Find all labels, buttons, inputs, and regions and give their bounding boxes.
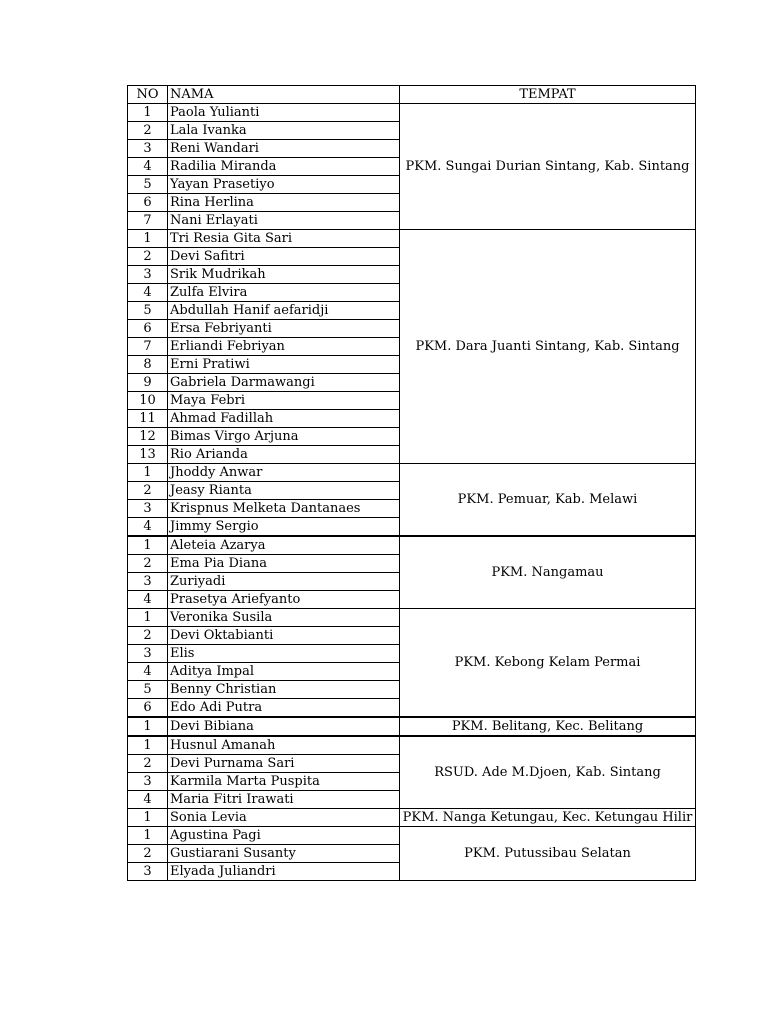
row-number: 2 bbox=[128, 482, 168, 500]
table-row bbox=[128, 809, 696, 827]
participant-name: Agustina Pagi bbox=[168, 827, 400, 845]
participant-name: Bimas Virgo Arjuna bbox=[168, 428, 400, 446]
placement-location: PKM. Dara Juanti Sintang, Kab. Sintang bbox=[400, 230, 696, 464]
table-row bbox=[128, 464, 696, 482]
table-row bbox=[128, 104, 696, 122]
row-number: 2 bbox=[128, 555, 168, 573]
row-number: 1 bbox=[128, 827, 168, 845]
header-tempat: TEMPAT bbox=[400, 86, 696, 104]
row-number: 12 bbox=[128, 428, 168, 446]
participant-name: Jhoddy Anwar bbox=[168, 464, 400, 482]
row-number: 4 bbox=[128, 591, 168, 609]
participant-name: Veronika Susila bbox=[168, 609, 400, 627]
row-number: 2 bbox=[128, 845, 168, 863]
participant-name: Sonia Levia bbox=[168, 809, 400, 827]
participant-name: Devi Bibiana bbox=[168, 717, 400, 736]
participant-name: Devi Safitri bbox=[168, 248, 400, 266]
participant-table-container bbox=[127, 85, 696, 881]
row-number: 4 bbox=[128, 158, 168, 176]
row-number: 1 bbox=[128, 104, 168, 122]
row-number: 1 bbox=[128, 609, 168, 627]
row-number: 2 bbox=[128, 755, 168, 773]
row-number: 3 bbox=[128, 863, 168, 881]
row-number: 9 bbox=[128, 374, 168, 392]
row-number: 13 bbox=[128, 446, 168, 464]
participant-name: Aleteia Azarya bbox=[168, 536, 400, 555]
participant-name: Rina Herlina bbox=[168, 194, 400, 212]
participant-name: Radilia Miranda bbox=[168, 158, 400, 176]
row-number: 7 bbox=[128, 212, 168, 230]
row-number: 5 bbox=[128, 302, 168, 320]
participant-name: Elis bbox=[168, 645, 400, 663]
row-number: 6 bbox=[128, 194, 168, 212]
participant-name: Erliandi Febriyan bbox=[168, 338, 400, 356]
row-number: 4 bbox=[128, 284, 168, 302]
row-number: 6 bbox=[128, 320, 168, 338]
participant-name: Lala Ivanka bbox=[168, 122, 400, 140]
participant-name: Edo Adi Putra bbox=[168, 699, 400, 718]
participant-name: Srik Mudrikah bbox=[168, 266, 400, 284]
participant-name: Aditya Impal bbox=[168, 663, 400, 681]
header-nama: NAMA bbox=[168, 86, 400, 104]
participant-name: Ema Pia Diana bbox=[168, 555, 400, 573]
participant-name: Maria Fitri Irawati bbox=[168, 791, 400, 809]
row-number: 1 bbox=[128, 230, 168, 248]
participant-name: Abdullah Hanif aefaridji bbox=[168, 302, 400, 320]
participant-name: Devi Purnama Sari bbox=[168, 755, 400, 773]
row-number: 1 bbox=[128, 809, 168, 827]
row-number: 4 bbox=[128, 518, 168, 537]
placement-location: PKM. Pemuar, Kab. Melawi bbox=[400, 464, 696, 537]
participant-name: Karmila Marta Puspita bbox=[168, 773, 400, 791]
participant-name: Elyada Juliandri bbox=[168, 863, 400, 881]
participant-name: Yayan Prasetiyo bbox=[168, 176, 400, 194]
row-number: 3 bbox=[128, 266, 168, 284]
participant-name: Erni Pratiwi bbox=[168, 356, 400, 374]
row-number: 1 bbox=[128, 464, 168, 482]
row-number: 3 bbox=[128, 645, 168, 663]
row-number: 3 bbox=[128, 773, 168, 791]
placement-location: RSUD. Ade M.Djoen, Kab. Sintang bbox=[400, 736, 696, 809]
row-number: 1 bbox=[128, 736, 168, 755]
placement-location: PKM. Nangamau bbox=[400, 536, 696, 609]
participant-name: Paola Yulianti bbox=[168, 104, 400, 122]
row-number: 3 bbox=[128, 500, 168, 518]
participant-name: Prasetya Ariefyanto bbox=[168, 591, 400, 609]
table-row bbox=[128, 717, 696, 736]
row-number: 8 bbox=[128, 356, 168, 374]
participant-name: Gabriela Darmawangi bbox=[168, 374, 400, 392]
row-number: 1 bbox=[128, 536, 168, 555]
table-body bbox=[128, 104, 696, 881]
placement-location: PKM. Kebong Kelam Permai bbox=[400, 609, 696, 718]
table-row bbox=[128, 536, 696, 555]
participant-name: Tri Resia Gita Sari bbox=[168, 230, 400, 248]
row-number: 2 bbox=[128, 122, 168, 140]
header-no: NO bbox=[128, 86, 168, 104]
row-number: 3 bbox=[128, 140, 168, 158]
row-number: 2 bbox=[128, 627, 168, 645]
participant-name: Husnul Amanah bbox=[168, 736, 400, 755]
row-number: 3 bbox=[128, 573, 168, 591]
row-number: 5 bbox=[128, 176, 168, 194]
row-number: 11 bbox=[128, 410, 168, 428]
participant-name: Rio Arianda bbox=[168, 446, 400, 464]
table-row bbox=[128, 230, 696, 248]
placement-location: PKM. Belitang, Kec. Belitang bbox=[400, 717, 696, 736]
row-number: 2 bbox=[128, 248, 168, 266]
participant-name: Nani Erlayati bbox=[168, 212, 400, 230]
row-number: 10 bbox=[128, 392, 168, 410]
participant-name: Zuriyadi bbox=[168, 573, 400, 591]
table-row bbox=[128, 736, 696, 755]
placement-location: PKM. Sungai Durian Sintang, Kab. Sintang bbox=[400, 104, 696, 230]
placement-location: PKM. Putussibau Selatan bbox=[400, 827, 696, 881]
participant-table bbox=[127, 85, 696, 881]
row-number: 4 bbox=[128, 663, 168, 681]
row-number: 4 bbox=[128, 791, 168, 809]
placement-location: PKM. Nanga Ketungau, Kec. Ketungau Hilir bbox=[400, 809, 696, 827]
table-header-row bbox=[128, 86, 696, 104]
participant-name: Maya Febri bbox=[168, 392, 400, 410]
participant-name: Devi Oktabianti bbox=[168, 627, 400, 645]
participant-name: Benny Christian bbox=[168, 681, 400, 699]
row-number: 1 bbox=[128, 717, 168, 736]
table-row bbox=[128, 827, 696, 845]
table-row bbox=[128, 609, 696, 627]
row-number: 5 bbox=[128, 681, 168, 699]
participant-name: Ahmad Fadillah bbox=[168, 410, 400, 428]
participant-name: Ersa Febriyanti bbox=[168, 320, 400, 338]
participant-name: Zulfa Elvira bbox=[168, 284, 400, 302]
row-number: 6 bbox=[128, 699, 168, 718]
participant-name: Jimmy Sergio bbox=[168, 518, 400, 537]
participant-name: Gustiarani Susanty bbox=[168, 845, 400, 863]
participant-name: Krispnus Melketa Dantanaes bbox=[168, 500, 400, 518]
row-number: 7 bbox=[128, 338, 168, 356]
participant-name: Reni Wandari bbox=[168, 140, 400, 158]
participant-name: Jeasy Rianta bbox=[168, 482, 400, 500]
